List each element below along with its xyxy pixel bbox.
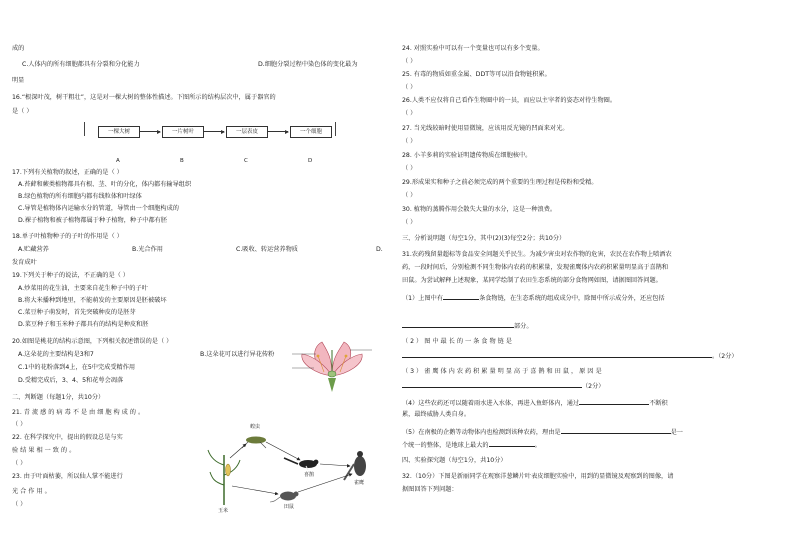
question-31-text: 药，一段时间后，分别检测不同生物体内农药的积累量，发现雀鹰体内农药积累量明显高于喜鹊和 [402,264,669,271]
answer-paren: （ ） [402,219,417,226]
label-d: D [308,158,313,164]
food-web-diagram [204,420,384,520]
option-c: C.导管是植物体内运输水分的管道，导管由一个细胞构成的 [18,205,179,212]
answer-paren: （ ） [402,58,417,65]
locust-icon [242,437,266,449]
option-c: C.1中的花粉落到4上，在5中完成受精作用 [18,364,136,371]
answer-paren: （ ） [402,192,417,199]
q31-4-part: 不断积 [649,400,668,407]
peach-flower-diagram [292,338,372,394]
section-3-title: 三、分析说明题（每空1分，其中(2)(3)每空2分；共10分） [402,235,566,242]
question-31-4 [402,398,668,408]
question-27: 27. 当光线较暗时使用显微镜，应该用反光镜的凹面来对光。 [402,125,569,132]
question-32: 32.（10分）下图是新丽同学在观察洋葱鳞片叶表皮细胞实验中，用到的显微镜及观察到的图像，请 [402,473,674,480]
answer-blank[interactable] [443,293,479,300]
question-16: 16.“根深叶茂，树干粗壮”，这是对一棵大树的整体性描述。下图所示的结构层次中，属于器官的 [12,94,276,101]
label-c: C [244,158,248,164]
structure-level-diagram [12,118,390,168]
question-31-text: 31.农药残留量超标等食品安全问题关乎民生。为减少害虫对农作物的危害，农民在农作物上喷洒农 [402,251,672,258]
q31-5-part: 个统一的整体，是地球上最大的 [402,442,489,449]
question-19: 19.下列关于种子的说法，不正确的是（ ） [12,272,129,279]
q31-5-part: （5）在南极的企鹅等动物体内也检测到该种农药，理由是 [402,429,561,436]
q31-5-part: 。 [534,442,541,449]
question-25: 25. 有毒的物质如重金属、DDT等可以沿食物链积累。 [402,71,551,78]
question-20: 20.如图是桃花的结构示意图，下列相关叙述错误的是（ ） [12,338,173,345]
option-a: A.贮藏营养 [18,246,49,253]
question-32-cont: 据图回答下列问题： [402,486,458,493]
question-24: 24. 对照实验中可以有一个变量也可以有多个变量。 [402,45,544,52]
option-c: C.人体内的所有细胞都具有分裂和分化能力 [22,61,140,68]
question-17: 17.下列有关植物的叙述，正确的是（ ） [12,169,123,176]
q31-2-part: 。（2分） [712,353,738,360]
label-locust: 蝗虫 [250,424,261,430]
section-2-title: 二、判断题（每题1分，共10分） [12,394,105,401]
answer-paren: （ ） [402,165,417,172]
question-22-cont: 验 结 果 相 一 致 的 。 [12,447,76,454]
arrow [204,131,224,132]
option-d: D.细胞分裂过程中染色体的变化最为 [258,61,358,68]
arrow [268,131,288,132]
q31-4-part: （4）这些农药还可以随着雨水进入水体，再进入鱼虾体内，通过 [402,400,580,407]
answer-blank[interactable] [402,351,712,358]
option-b: B.这朵花可以进行异花传粉 [200,351,275,358]
text-line: 成的 [12,45,25,52]
box-tree: 一棵大树 [98,126,140,138]
option-b: B.光合作用 [132,246,163,253]
question-31-2: （ 2 ） 图 中 最 长 的 一 条 食 物 链 是 [402,338,512,345]
question-23-cont: 光 合 作 用 。 [12,488,51,495]
box-leaf: 一片树叶 [162,126,204,138]
question-31-3-cont [402,381,605,391]
section-4-title: 四、实验探究题（每空1分，共10分） [402,457,507,464]
question-31-2-cont [402,351,738,361]
answer-blank[interactable] [561,427,671,434]
answer-blank[interactable] [579,398,649,405]
question-16-paren: 是（ ） [12,108,33,115]
arrow [140,131,160,132]
answer-blank[interactable] [489,440,535,447]
option-c: C.吸收、转运营养物质 [236,246,298,253]
option-a: A.这朵花的主要结构是3和7 [18,351,94,358]
box-epidermis: 一层表皮 [226,126,268,138]
label-a: A [116,158,120,164]
option-d: D. [376,246,383,253]
option-a: A.苔藓和蕨类植物都具有根、茎、叶的分化，体内都有输导组织 [18,181,192,188]
question-31-text: 田鼠。为尝试解释上述现象，某同学绘制了农田生态系统的部分食物网如图，请据图回答问题。 [402,277,662,284]
answer-paren: （ ） [12,421,27,428]
answer-paren: （ ） [402,110,417,117]
corn-icon [208,450,240,505]
question-26: 26.人类不应仅将自己看作生物圈中的一员，而应以主宰者的姿态对待生物圈。 [402,97,617,104]
question-29: 29.形成果实和种子之前必须完成的两个重要的生理过程是传粉和受精。 [402,179,598,186]
q31-3-part: （2分） [582,383,605,390]
question-21: 21. 青 流 感 的 病 毒 不 是 由 细 胞 构 成 的 。 [12,409,145,416]
option-d: D.受精完成后，3、4、5和花萼会凋落 [18,377,124,384]
question-31-1 [402,293,665,303]
option-b: B.将大米播种到地里，不能萌发的主要原因是胚被破坏 [18,297,167,304]
q31-5-part: 是一 [670,429,683,436]
magpie-icon [284,458,318,470]
q31-1-part: 部分。 [514,323,533,330]
question-28: 28. 小羊多莉的实验证明遗传物质在细胞核中。 [402,152,532,159]
question-31-3: （ 3 ） 雀 鹰 体 内 农 药 积 累 量 明 显 高 于 喜 鹊 和 田 鼠 ， 原 因 是 [402,368,602,375]
option-d: D.裸子植物和被子植物都属于种子植物，种子中都有胚 [18,217,168,224]
question-31-4-cont: 累，最终威胁人类自身。 [402,411,471,418]
question-23: 23. 由于叶面枯萎，所以仙人掌不能进行 [12,473,123,480]
answer-paren: （ ） [402,84,417,91]
answer-paren: （ ） [12,460,27,467]
question-30: 30. 植物的蒸腾作用会散失大量的水分，这是一种浪费。 [402,206,557,213]
answer-blank[interactable] [402,381,582,388]
answer-blank[interactable] [402,321,514,328]
answer-paren: （ ） [402,138,417,145]
q31-1-part: 条食物链，在生态系统的组成成分中，除图中所示成分外，还应包括 [479,295,665,302]
question-22: 22. 在科学探究中，提出的假设总是与实 [12,434,123,441]
option-d: D.菜豆种子和玉米种子都具有的结构是种皮和胚 [18,321,149,328]
label-magpie: 喜鹊 [304,472,315,478]
label-vole: 田鼠 [284,504,295,510]
text-line: 明显 [12,77,25,84]
question-18: 18.单子叶植物种子的子叶的作用是（ ） [12,233,123,240]
label-hawk: 雀鹰 [354,480,365,486]
answer-paren: （ ） [12,501,27,508]
question-31-1-cont [402,321,533,331]
option-a: A.炒菜用的花生油，主要来自花生种子中的子叶 [18,285,148,292]
label-b: B [180,158,184,164]
question-31-5 [402,427,683,437]
option-c: C.菜豆种子萌发时，首先突破种皮的是胚芽 [18,309,136,316]
q31-1-part: （1）上图中有 [402,295,444,302]
option-b: B.绿色植物的所有细胞内都有线粒体和叶绿体 [18,193,142,200]
text-line: 发育成叶 [12,259,37,266]
label-corn: 玉米 [218,508,229,514]
question-31-5-cont [402,440,541,450]
box-cell: 一个细胞 [290,126,332,138]
